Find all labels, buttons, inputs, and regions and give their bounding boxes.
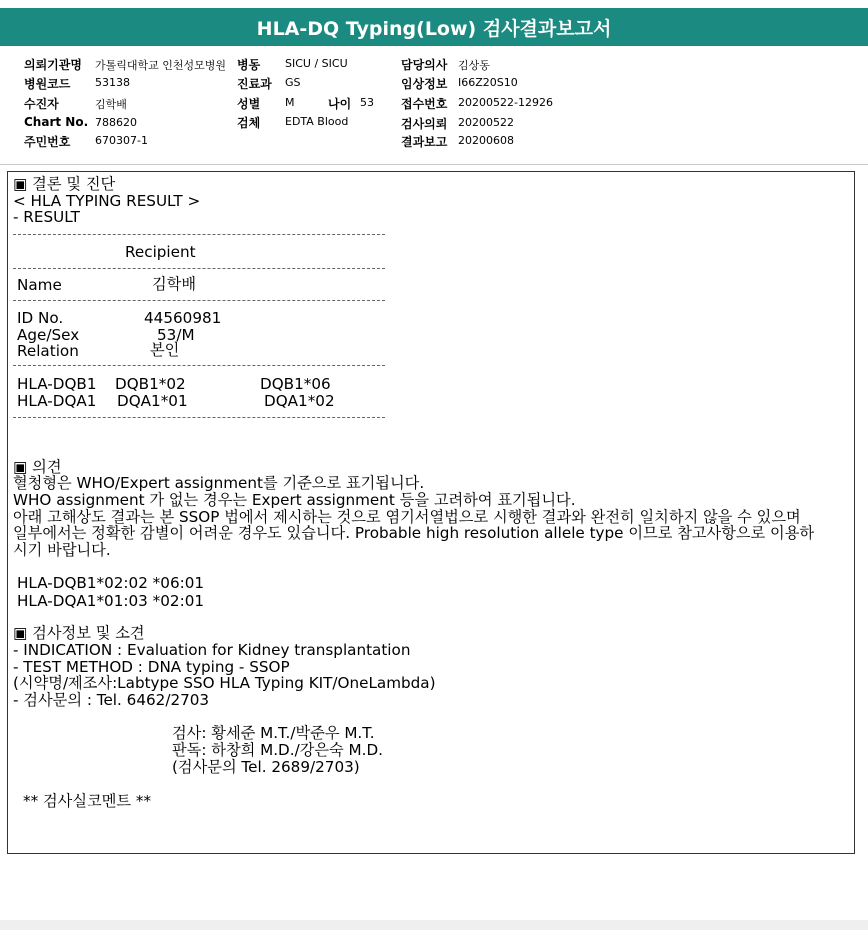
chart-value: 788620: [95, 116, 137, 129]
testinfo-line: - INDICATION : Evaluation for Kidney transplantation: [13, 641, 411, 659]
id-label: ID No.: [17, 309, 64, 327]
hospital-code-label: 병원코드: [24, 77, 71, 91]
signature-line: 검사: 황세준 M.T./박준우 M.T.: [172, 724, 375, 742]
signature-line: (검사문의 Tel. 2689/2703): [172, 758, 360, 776]
resident-value: 670307-1: [95, 134, 148, 147]
sex-value: M: [285, 96, 295, 109]
specimen-value: EDTA Blood: [285, 115, 349, 128]
divider: [13, 234, 385, 235]
department-label: 진료과: [237, 77, 272, 91]
doctor-label: 담당의사: [401, 58, 448, 72]
id-value: 44560981: [144, 309, 222, 327]
department-value: GS: [285, 76, 301, 89]
age-value: 53: [360, 96, 374, 109]
doctor-value: 김상동: [458, 59, 490, 72]
dqb1-allele-2: DQB1*06: [260, 375, 331, 393]
sex-label: 성별: [237, 97, 261, 111]
specimen-label: 검체: [237, 116, 261, 130]
opinion-line: 시기 바랍니다.: [13, 541, 111, 559]
report-title: HLA-DQ Typing(Low) 검사결과보고서: [0, 8, 868, 46]
high-res-dqb1: HLA-DQB1*02:02 *06:01: [17, 574, 205, 592]
ward-label: 병동: [237, 58, 261, 72]
patient-info-header: [0, 52, 868, 162]
patient-value: 김학배: [95, 98, 127, 111]
resident-label: 주민번호: [24, 135, 71, 149]
divider: [13, 365, 385, 366]
institution-label: 의뢰기관명: [24, 58, 82, 72]
divider: [13, 417, 385, 418]
dqa1-label: HLA-DQA1: [17, 392, 97, 410]
result-label: - RESULT: [13, 208, 80, 226]
testinfo-line: - TEST METHOD : DNA typing - SSOP: [13, 658, 290, 676]
divider: [13, 268, 385, 269]
opinion-line: 아래 고해상도 결과는 본 SSOP 법에서 제시하는 것으로 염기서열법으로 시행한 결과와 완전히 일치하지 않을 수 있으며: [13, 508, 801, 526]
conclusion-heading: ▣ 결론 및 진단: [13, 175, 116, 193]
agesex-value: 53/M: [157, 326, 195, 344]
relation-value: 본인: [150, 341, 180, 359]
hospital-code-value: 53138: [95, 76, 130, 89]
age-label: 나이: [328, 97, 352, 111]
dqb1-label: HLA-DQB1: [17, 375, 97, 393]
opinion-line: WHO assignment 가 없는 경우는 Expert assignment 등을 고려하여 표기됩니다.: [13, 491, 576, 509]
opinion-line: 혈청형은 WHO/Expert assignment를 기준으로 표기됩니다.: [13, 474, 425, 492]
name-label: Name: [17, 276, 62, 294]
high-res-dqa1: HLA-DQA1*01:03 *02:01: [17, 592, 205, 610]
name-value: 김학배: [152, 275, 197, 293]
dqa1-allele-1: DQA1*01: [117, 392, 188, 410]
opinion-line: 일부에서는 정확한 감별이 어려운 경우도 있습니다. Probable high resolution allele type 이므로 참고사항으로 이용하: [13, 524, 815, 542]
chart-label: Chart No.: [24, 115, 89, 129]
agesex-label: Age/Sex: [17, 326, 80, 344]
testinfo-line: (시약명/제조사:Labtype SSO HLA Typing KIT/OneLambda): [13, 674, 436, 692]
request-value: 20200522: [458, 116, 514, 129]
receipt-label: 접수번호: [401, 97, 448, 111]
lab-comment: ** 검사실코멘트 **: [23, 792, 152, 810]
report-body: [7, 171, 855, 854]
institution-value: 가톨릭대학교 인천성모병원: [95, 59, 227, 72]
ward-value: SICU / SICU: [285, 57, 348, 70]
recipient-heading: Recipient: [125, 243, 196, 261]
divider: [13, 300, 385, 301]
typing-result-title: < HLA TYPING RESULT >: [13, 192, 201, 210]
dqa1-allele-2: DQA1*02: [264, 392, 335, 410]
report-date-label: 결과보고: [401, 135, 448, 149]
testinfo-line: - 검사문의 : Tel. 6462/2703: [13, 691, 210, 709]
receipt-value: 20200522-12926: [458, 96, 553, 109]
request-label: 검사의뢰: [401, 117, 448, 131]
report-date-value: 20200608: [458, 134, 514, 147]
signature-line: 판독: 하창희 M.D./강은숙 M.D.: [172, 741, 383, 759]
header-separator: [0, 164, 868, 165]
dqb1-allele-1: DQB1*02: [115, 375, 186, 393]
clinical-info-label: 임상정보: [401, 77, 448, 91]
bottom-bar: [0, 920, 868, 930]
testinfo-heading: ▣ 검사정보 및 소견: [13, 624, 145, 642]
clinical-info-value: I66Z20S10: [458, 76, 518, 89]
patient-label: 수진자: [24, 97, 59, 111]
opinion-heading: ▣ 의견: [13, 458, 62, 476]
relation-label: Relation: [17, 342, 79, 360]
